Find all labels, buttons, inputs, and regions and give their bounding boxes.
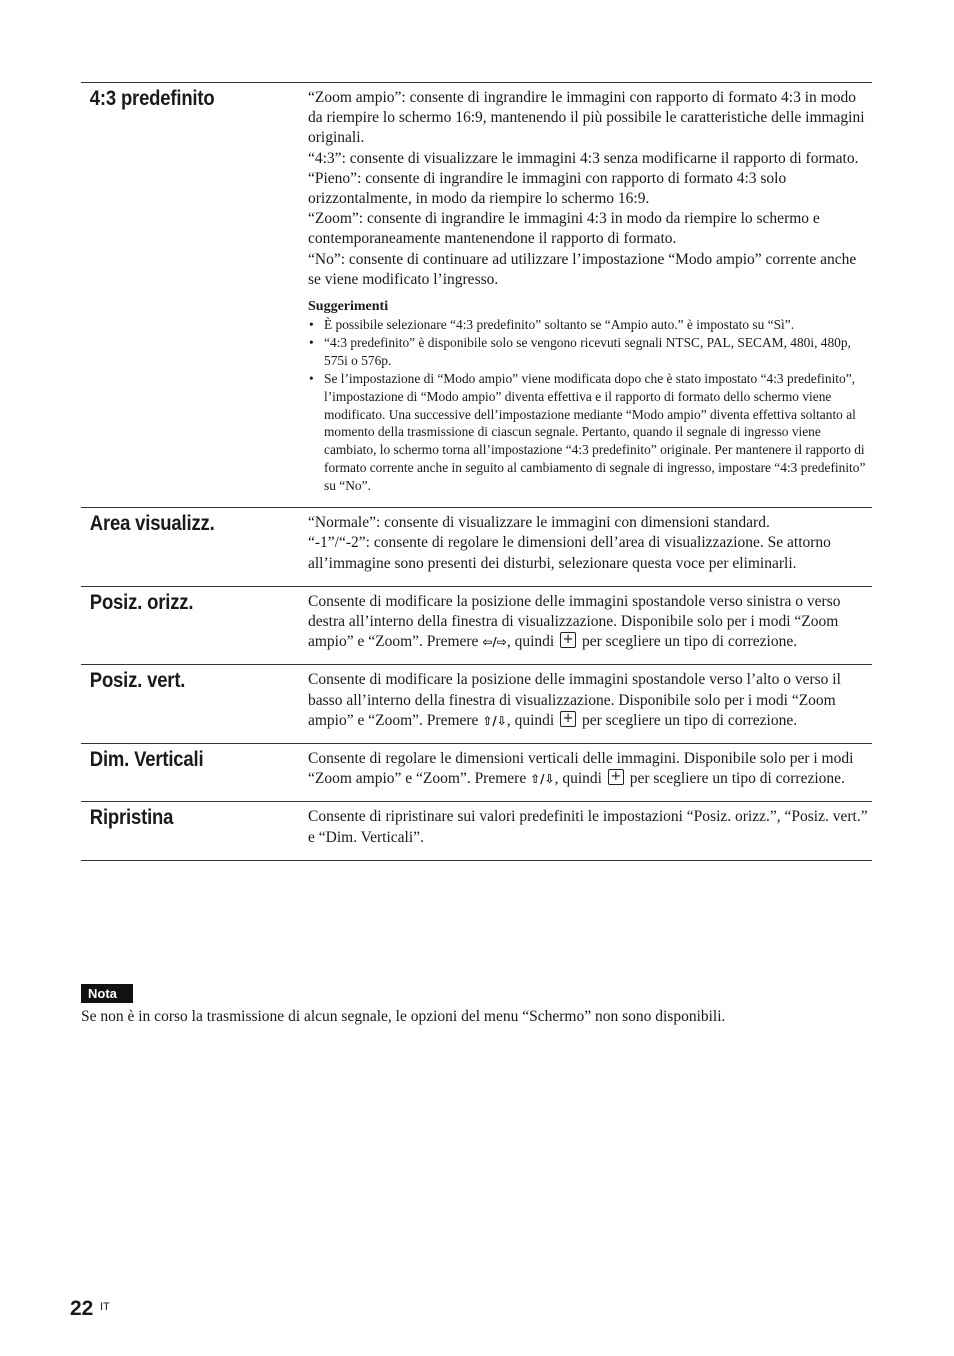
paragraph xyxy=(308,749,872,789)
tips-list xyxy=(308,316,872,495)
paragraph xyxy=(308,592,872,653)
enter-button-icon xyxy=(608,769,624,785)
desc-ripristina xyxy=(308,802,872,859)
row-dim-verticali xyxy=(81,743,872,801)
text: per scegliere un tipo di correzione. xyxy=(578,711,798,729)
tip-item: • È possibile selezionare “4:3 predefinito” soltanto se “Ampio auto.” è impostato su “Sì”. xyxy=(308,316,872,334)
tips-title: Suggerimenti xyxy=(308,299,389,315)
page-language: IT xyxy=(100,1301,110,1313)
up-down-arrows-icon: ⇧/⇩ xyxy=(482,713,507,728)
up-down-arrows-icon: ⇧/⇩ xyxy=(530,772,555,787)
desc-dim-verticali xyxy=(308,744,872,801)
enter-button-icon xyxy=(560,632,576,648)
text: Consente di modificare la posizione delle immagini spostandole verso sinistra o verso destra all’interno della finestra di visualizzazione. Disponibile solo per i modi “Zoom ampio” e “Zoom”. Premere xyxy=(308,592,841,651)
text: per scegliere un tipo di correzione. xyxy=(625,770,845,788)
note-label: Nota xyxy=(81,984,133,1003)
paragraph: “No”: consente di continuare ad utilizzare l’impostazione “Modo ampio” corrente anche se viene modificato l’ingresso. xyxy=(308,250,857,288)
row-posiz-orizz xyxy=(81,586,872,665)
text: Consente di modificare la posizione delle immagini spostandole verso l’alto o verso il basso all’interno della finestra di visualizzazione. Disponibile solo per i modi “Zoom ampio” e “Zoom”. Premere xyxy=(308,671,841,729)
text: , quindi xyxy=(506,633,559,651)
settings-table xyxy=(81,82,872,861)
text: Consente di regolare le dimensioni verticali delle immagini. Disponibile solo per i modi “Zoom ampio” e “Zoom”. Premere xyxy=(308,749,854,788)
page-number: 22 xyxy=(70,1297,94,1320)
paragraph: “Zoom”: consente di ingrandire le immagini 4:3 in modo da riempire lo schermo e contemporaneamente mantenendone il rapporto di formato. xyxy=(308,210,820,248)
term-posiz-vert: Posiz. vert. xyxy=(89,669,186,693)
paragraph xyxy=(308,670,872,731)
desc-posiz-orizz xyxy=(308,587,872,665)
row-4-3-predefinito xyxy=(81,82,872,507)
paragraph: “-1”/“-2”: consente di regolare le dimensioni dell’area di visualizzazione. Se attorno all’immagine sono presenti dei disturbi, selezionare questa voce per eliminarli. xyxy=(308,534,831,572)
text: per scegliere un tipo di correzione. xyxy=(578,633,798,651)
left-right-arrows-icon: ⇦/⇨ xyxy=(482,635,507,650)
term-ripristina: Ripristina xyxy=(89,806,174,830)
paragraph: “Zoom ampio”: consente di ingrandire le immagini con rapporto di formato 4:3 in modo da riempire lo schermo 16:9, mantenendo il più possibile le caratteristiche delle immagini originali. xyxy=(308,89,865,147)
tip-item: • “4:3 predefinito” è disponibile solo se vengono ricevuti segnali NTSC, PAL, SECAM, 480i, 480p, 575i o 576p. xyxy=(308,334,872,370)
text: , quindi xyxy=(554,770,606,788)
desc-posiz-vert xyxy=(308,665,872,743)
paragraph: “Pieno”: consente di ingrandire le immagini con rapporto di formato 4:3 solo orizzontalmente, in modo da riempire lo schermo 16:9. xyxy=(308,169,787,208)
term-posiz-orizz: Posiz. orizz. xyxy=(89,590,194,614)
row-area-visualizz xyxy=(81,507,872,586)
paragraph: “4:3”: consente di visualizzare le immagini 4:3 senza modificarne il rapporto di formato. xyxy=(308,149,859,167)
paragraph: “Normale”: consente di visualizzare le immagini con dimensioni standard. xyxy=(308,514,770,532)
text: , quindi xyxy=(506,711,559,729)
enter-button-icon xyxy=(560,711,576,727)
row-posiz-vert xyxy=(81,664,872,743)
term-area-visualizz: Area visualizz. xyxy=(89,512,215,536)
paragraph: Consente di ripristinare sui valori predefiniti le impostazioni “Posiz. orizz.”, “Posiz. vert.” e “Dim. Verticali”. xyxy=(308,808,868,846)
note-text: Se non è in corso la trasmissione di alcun segnale, le opzioni del menu “Schermo” non sono disponibili. xyxy=(81,1008,726,1025)
desc-area-visualizz xyxy=(308,508,872,586)
row-ripristina xyxy=(81,801,872,860)
tip-item: • Se l’impostazione di “Modo ampio” viene modificata dopo che è stato impostato “4:3 predefinito”, l’impostazione di “Modo ampio” diventa effettiva e il rapporto di formato dello schermo viene modificato. Una successive dell’impostazione mediante “Modo ampio” diventa effettiva soltanto al momento della trasmissione di ciascun segnale. Pertanto, quando il segnale di ingresso viene cambiato, lo schermo torna all’impostazione “4:3 predefinito” originale. Per mantenere il rapporto di formato corrente anche in seguito al cambiamento di segnale di ingresso, impostare “4:3 predefinito” su “No”. xyxy=(308,370,872,495)
desc-4-3-predefinito xyxy=(308,83,872,507)
term-dim-verticali: Dim. Verticali xyxy=(89,747,204,771)
term-4-3-predefinito: 4:3 predefinito xyxy=(89,87,215,110)
